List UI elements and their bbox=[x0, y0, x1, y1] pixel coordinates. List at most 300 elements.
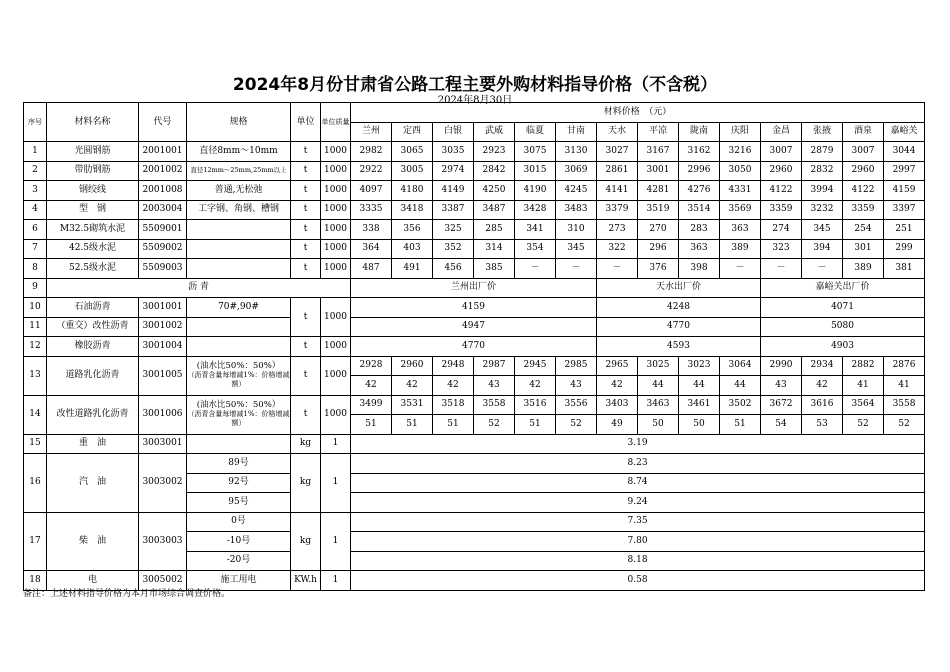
price-cell: 3558 bbox=[474, 395, 515, 415]
header-city: 酒泉 bbox=[843, 122, 884, 142]
price-cell: 2996 bbox=[679, 161, 720, 181]
row-unit: t bbox=[291, 239, 321, 259]
header-unit: 单位 bbox=[291, 103, 321, 142]
price-cell: 389 bbox=[843, 259, 884, 279]
row-unit: t bbox=[291, 181, 321, 201]
row-spec: 施工用电 bbox=[187, 571, 291, 591]
price-cell: 4947 bbox=[351, 317, 597, 337]
row-spec bbox=[187, 239, 291, 259]
spec-note: （沥青含量每增减1%：价格增减额） bbox=[187, 371, 290, 388]
table-row bbox=[24, 356, 925, 376]
row-seq: 14 bbox=[24, 395, 47, 434]
row-spec: 工字钢、角钢、槽钢 bbox=[187, 200, 291, 220]
header-city: 平凉 bbox=[638, 122, 679, 142]
header-price-group: 材料价格 （元） bbox=[351, 103, 925, 123]
price-cell: 3064 bbox=[720, 356, 761, 376]
row-spec bbox=[187, 395, 291, 434]
delta-cell: 49 bbox=[597, 415, 638, 435]
row-qty: 1 bbox=[321, 571, 351, 591]
table-row bbox=[24, 200, 925, 220]
price-cell: 3216 bbox=[720, 142, 761, 162]
table-row bbox=[24, 161, 925, 181]
price-cell: 363 bbox=[679, 239, 720, 259]
price-cell: 3069 bbox=[556, 161, 597, 181]
price-cell: 3050 bbox=[720, 161, 761, 181]
price-cell: 2965 bbox=[597, 356, 638, 376]
row-unit: kg bbox=[291, 454, 321, 513]
row-seq: 10 bbox=[24, 298, 47, 318]
header-city: 兰州 bbox=[351, 122, 392, 142]
table-row bbox=[24, 337, 925, 357]
delta-cell: 52 bbox=[884, 415, 925, 435]
row-name: （重交）改性沥青 bbox=[47, 317, 139, 337]
price-cell: － bbox=[761, 259, 802, 279]
price-cell: 3359 bbox=[761, 200, 802, 220]
price-cell: 8.74 bbox=[351, 473, 925, 493]
price-cell: 270 bbox=[638, 220, 679, 240]
row-code: 5509001 bbox=[139, 220, 187, 240]
delta-cell: 51 bbox=[720, 415, 761, 435]
row-seq: 1 bbox=[24, 142, 47, 162]
price-cell: 4245 bbox=[556, 181, 597, 201]
price-cell: 3035 bbox=[433, 142, 474, 162]
price-cell: 3556 bbox=[556, 395, 597, 415]
delta-cell: 54 bbox=[761, 415, 802, 435]
row-code: 3001005 bbox=[139, 356, 187, 395]
row-spec: 直径12mm～25mm,25mm以上 bbox=[187, 161, 291, 181]
price-cell: 364 bbox=[351, 239, 392, 259]
price-cell: 3065 bbox=[392, 142, 433, 162]
price-cell: － bbox=[597, 259, 638, 279]
row-seq: 12 bbox=[24, 337, 47, 357]
price-cell: 2876 bbox=[884, 356, 925, 376]
price-cell: 338 bbox=[351, 220, 392, 240]
delta-cell: 51 bbox=[392, 415, 433, 435]
delta-cell: 41 bbox=[884, 376, 925, 396]
price-cell: － bbox=[556, 259, 597, 279]
table-row bbox=[24, 181, 925, 201]
row-qty: 1000 bbox=[321, 220, 351, 240]
delta-cell: 43 bbox=[474, 376, 515, 396]
price-cell: 251 bbox=[884, 220, 925, 240]
row-name: 道路乳化沥青 bbox=[47, 356, 139, 395]
price-cell: 4190 bbox=[515, 181, 556, 201]
price-cell: 2882 bbox=[843, 356, 884, 376]
row-qty: 1000 bbox=[321, 395, 351, 434]
row-name: 改性道路乳化沥青 bbox=[47, 395, 139, 434]
price-cell: 3502 bbox=[720, 395, 761, 415]
price-cell: 2960 bbox=[843, 161, 884, 181]
price-cell: 4071 bbox=[761, 298, 925, 318]
row-seq: 11 bbox=[24, 317, 47, 337]
row-name: 42.5级水泥 bbox=[47, 239, 139, 259]
price-group-label: 嘉峪关出厂价 bbox=[761, 278, 925, 298]
price-cell: 3514 bbox=[679, 200, 720, 220]
price-cell: 456 bbox=[433, 259, 474, 279]
price-cell: 389 bbox=[720, 239, 761, 259]
price-cell: 285 bbox=[474, 220, 515, 240]
row-unit: KW.h bbox=[291, 571, 321, 591]
row-spec bbox=[187, 356, 291, 395]
price-cell: 2960 bbox=[392, 356, 433, 376]
price-cell: 4276 bbox=[679, 181, 720, 201]
delta-cell: 52 bbox=[843, 415, 884, 435]
price-cell: 2945 bbox=[515, 356, 556, 376]
row-name: 橡胶沥青 bbox=[47, 337, 139, 357]
price-cell: 8.23 bbox=[351, 454, 925, 474]
price-cell: 4281 bbox=[638, 181, 679, 201]
row-unit: kg bbox=[291, 434, 321, 454]
price-group-label: 兰州出厂价 bbox=[351, 278, 597, 298]
row-code: 2003004 bbox=[139, 200, 187, 220]
price-cell: 3007 bbox=[761, 142, 802, 162]
price-cell: 398 bbox=[679, 259, 720, 279]
price-cell: 3516 bbox=[515, 395, 556, 415]
price-cell: 4159 bbox=[351, 298, 597, 318]
price-cell: 4770 bbox=[597, 317, 761, 337]
row-name: 汽 油 bbox=[47, 454, 139, 513]
row-code: 3005002 bbox=[139, 571, 187, 591]
row-spec bbox=[187, 220, 291, 240]
row-qty: 1000 bbox=[321, 181, 351, 201]
price-cell: 4097 bbox=[351, 181, 392, 201]
delta-cell: 43 bbox=[556, 376, 597, 396]
row-qty: 1000 bbox=[321, 337, 351, 357]
row-spec: 直径8mm～10mm bbox=[187, 142, 291, 162]
price-cell: 3015 bbox=[515, 161, 556, 181]
price-cell: 3428 bbox=[515, 200, 556, 220]
price-cell: － bbox=[802, 259, 843, 279]
section-label: 沥 青 bbox=[47, 278, 351, 298]
price-cell: 2982 bbox=[351, 142, 392, 162]
price-cell: 322 bbox=[597, 239, 638, 259]
header-seq: 序号 bbox=[24, 103, 47, 142]
delta-cell: 52 bbox=[556, 415, 597, 435]
table-row bbox=[24, 142, 925, 162]
spec-ratio: (油水比50%：50%） bbox=[196, 361, 281, 371]
row-qty: 1000 bbox=[321, 200, 351, 220]
footnote: 备注：上述材料指导价格为本月市场综合调查价格。 bbox=[23, 589, 231, 599]
price-cell: 2832 bbox=[802, 161, 843, 181]
price-cell: 2923 bbox=[474, 142, 515, 162]
table-row bbox=[24, 512, 925, 532]
price-cell: 4331 bbox=[720, 181, 761, 201]
price-cell: 356 bbox=[392, 220, 433, 240]
row-unit: t bbox=[291, 356, 321, 395]
header-spec: 规格 bbox=[187, 103, 291, 142]
price-cell: 4122 bbox=[761, 181, 802, 201]
price-cell: 9.24 bbox=[351, 493, 925, 513]
row-code: 5509002 bbox=[139, 239, 187, 259]
price-cell: 3397 bbox=[884, 200, 925, 220]
row-unit: kg bbox=[291, 512, 321, 571]
price-cell: 8.18 bbox=[351, 551, 925, 571]
row-code: 3003001 bbox=[139, 434, 187, 454]
row-name: 石油沥青 bbox=[47, 298, 139, 318]
price-cell: 3531 bbox=[392, 395, 433, 415]
header-name: 材料名称 bbox=[47, 103, 139, 142]
price-cell: 345 bbox=[802, 220, 843, 240]
price-cell: 283 bbox=[679, 220, 720, 240]
row-code: 3001002 bbox=[139, 317, 187, 337]
price-cell: 3387 bbox=[433, 200, 474, 220]
delta-cell: 52 bbox=[474, 415, 515, 435]
delta-cell: 44 bbox=[720, 376, 761, 396]
price-cell: 5080 bbox=[761, 317, 925, 337]
row-unit: t bbox=[291, 298, 321, 337]
price-cell: 3232 bbox=[802, 200, 843, 220]
row-seq: 16 bbox=[24, 454, 47, 513]
date-label: 2024年8月30日 bbox=[437, 95, 513, 106]
delta-cell: 42 bbox=[392, 376, 433, 396]
price-table bbox=[23, 102, 925, 591]
delta-cell: 50 bbox=[638, 415, 679, 435]
price-cell: 3379 bbox=[597, 200, 638, 220]
delta-cell: 42 bbox=[597, 376, 638, 396]
delta-cell: 44 bbox=[679, 376, 720, 396]
price-cell: － bbox=[720, 259, 761, 279]
row-spec: 89号 bbox=[187, 454, 291, 474]
row-name: 电 bbox=[47, 571, 139, 591]
row-unit: t bbox=[291, 161, 321, 181]
header-city: 庆阳 bbox=[720, 122, 761, 142]
price-cell: 3499 bbox=[351, 395, 392, 415]
price-cell: 3167 bbox=[638, 142, 679, 162]
price-cell: 4141 bbox=[597, 181, 638, 201]
row-spec: -10号 bbox=[187, 532, 291, 552]
price-cell: 2985 bbox=[556, 356, 597, 376]
price-cell: 2987 bbox=[474, 356, 515, 376]
price-cell: 363 bbox=[720, 220, 761, 240]
price-cell: 352 bbox=[433, 239, 474, 259]
price-cell: 345 bbox=[556, 239, 597, 259]
price-cell: 2928 bbox=[351, 356, 392, 376]
row-qty: 1 bbox=[321, 434, 351, 454]
row-name: 52.5级水泥 bbox=[47, 259, 139, 279]
row-spec: 0号 bbox=[187, 512, 291, 532]
row-seq: 13 bbox=[24, 356, 47, 395]
price-cell: 3007 bbox=[843, 142, 884, 162]
delta-cell: 44 bbox=[638, 376, 679, 396]
row-code: 2001008 bbox=[139, 181, 187, 201]
price-cell: 3672 bbox=[761, 395, 802, 415]
table-body bbox=[24, 103, 925, 591]
price-cell: 7.80 bbox=[351, 532, 925, 552]
table-row bbox=[24, 454, 925, 474]
row-spec bbox=[187, 337, 291, 357]
price-cell: 3558 bbox=[884, 395, 925, 415]
row-spec: 70#,90# bbox=[187, 298, 291, 318]
row-seq: 7 bbox=[24, 239, 47, 259]
table-row bbox=[24, 220, 925, 240]
price-cell: 254 bbox=[843, 220, 884, 240]
delta-cell: 50 bbox=[679, 415, 720, 435]
price-cell: 3483 bbox=[556, 200, 597, 220]
row-code: 2001002 bbox=[139, 161, 187, 181]
row-unit: t bbox=[291, 395, 321, 434]
row-qty: 1000 bbox=[321, 298, 351, 337]
row-name: 柴 油 bbox=[47, 512, 139, 571]
delta-cell: 51 bbox=[515, 415, 556, 435]
table-row bbox=[24, 278, 925, 298]
price-cell: 3519 bbox=[638, 200, 679, 220]
header-city: 张掖 bbox=[802, 122, 843, 142]
row-spec: 92号 bbox=[187, 473, 291, 493]
delta-cell: 41 bbox=[843, 376, 884, 396]
row-qty: 1 bbox=[321, 512, 351, 571]
price-cell: 394 bbox=[802, 239, 843, 259]
price-cell: 2879 bbox=[802, 142, 843, 162]
price-cell: 296 bbox=[638, 239, 679, 259]
price-cell: 3518 bbox=[433, 395, 474, 415]
header-city: 金昌 bbox=[761, 122, 802, 142]
row-spec bbox=[187, 434, 291, 454]
price-cell: 4248 bbox=[597, 298, 761, 318]
table-row bbox=[24, 103, 925, 123]
delta-cell: 53 bbox=[802, 415, 843, 435]
price-cell: 4770 bbox=[351, 337, 597, 357]
row-spec: -20号 bbox=[187, 551, 291, 571]
price-cell: 7.35 bbox=[351, 512, 925, 532]
header-city: 临夏 bbox=[515, 122, 556, 142]
price-cell: 354 bbox=[515, 239, 556, 259]
row-spec bbox=[187, 317, 291, 337]
row-code: 3001004 bbox=[139, 337, 187, 357]
price-cell: 2997 bbox=[884, 161, 925, 181]
price-cell: 403 bbox=[392, 239, 433, 259]
price-cell: 2934 bbox=[802, 356, 843, 376]
header-city: 嘉峪关 bbox=[884, 122, 925, 142]
row-seq: 3 bbox=[24, 181, 47, 201]
row-spec: 普通,无松弛 bbox=[187, 181, 291, 201]
price-cell: 3403 bbox=[597, 395, 638, 415]
price-cell: 4903 bbox=[761, 337, 925, 357]
table-row bbox=[24, 395, 925, 415]
price-cell: 3162 bbox=[679, 142, 720, 162]
row-code: 3003002 bbox=[139, 454, 187, 513]
price-cell: 381 bbox=[884, 259, 925, 279]
price-cell: 3487 bbox=[474, 200, 515, 220]
price-cell: 3463 bbox=[638, 395, 679, 415]
header-city: 武威 bbox=[474, 122, 515, 142]
header-code: 代号 bbox=[139, 103, 187, 142]
row-seq: 15 bbox=[24, 434, 47, 454]
price-cell: 325 bbox=[433, 220, 474, 240]
price-cell: 299 bbox=[884, 239, 925, 259]
price-cell: 301 bbox=[843, 239, 884, 259]
row-spec bbox=[187, 259, 291, 279]
delta-cell: 43 bbox=[761, 376, 802, 396]
price-cell: 3025 bbox=[638, 356, 679, 376]
price-cell: 323 bbox=[761, 239, 802, 259]
row-qty: 1000 bbox=[321, 239, 351, 259]
price-cell: 3616 bbox=[802, 395, 843, 415]
price-cell: 3044 bbox=[884, 142, 925, 162]
row-seq: 6 bbox=[24, 220, 47, 240]
spec-ratio: (油水比50%：50%） bbox=[196, 400, 281, 410]
table-row bbox=[24, 259, 925, 279]
spec-note: （沥青含量每增减1%：价格增减额） bbox=[187, 410, 290, 427]
row-code: 3003003 bbox=[139, 512, 187, 571]
delta-cell: 42 bbox=[802, 376, 843, 396]
price-cell: 2948 bbox=[433, 356, 474, 376]
row-name: 钢绞线 bbox=[47, 181, 139, 201]
price-cell: 3569 bbox=[720, 200, 761, 220]
price-cell: 2974 bbox=[433, 161, 474, 181]
price-cell: 0.58 bbox=[351, 571, 925, 591]
row-name: 带肋钢筋 bbox=[47, 161, 139, 181]
row-qty: 1000 bbox=[321, 161, 351, 181]
header-city: 甘南 bbox=[556, 122, 597, 142]
price-cell: 3994 bbox=[802, 181, 843, 201]
price-cell: 2960 bbox=[761, 161, 802, 181]
header-city: 白银 bbox=[433, 122, 474, 142]
price-cell: 3023 bbox=[679, 356, 720, 376]
row-seq: 4 bbox=[24, 200, 47, 220]
page-title: 2024年8月份甘肃省公路工程主要外购材料指导价格（不含税） bbox=[232, 75, 718, 95]
row-seq: 2 bbox=[24, 161, 47, 181]
row-code: 2001001 bbox=[139, 142, 187, 162]
row-name: 光圆钢筋 bbox=[47, 142, 139, 162]
price-cell: 273 bbox=[597, 220, 638, 240]
price-cell: 3461 bbox=[679, 395, 720, 415]
header-city: 陇南 bbox=[679, 122, 720, 142]
price-cell: 3001 bbox=[638, 161, 679, 181]
price-cell: 487 bbox=[351, 259, 392, 279]
price-cell: － bbox=[515, 259, 556, 279]
price-cell: 2922 bbox=[351, 161, 392, 181]
price-cell: 310 bbox=[556, 220, 597, 240]
price-cell: 2861 bbox=[597, 161, 638, 181]
row-qty: 1000 bbox=[321, 142, 351, 162]
row-unit: t bbox=[291, 337, 321, 357]
table-row bbox=[24, 434, 925, 454]
delta-cell: 51 bbox=[433, 415, 474, 435]
price-cell: 4593 bbox=[597, 337, 761, 357]
price-cell: 3075 bbox=[515, 142, 556, 162]
delta-cell: 42 bbox=[515, 376, 556, 396]
row-seq: 17 bbox=[24, 512, 47, 571]
price-group-label: 天水出厂价 bbox=[597, 278, 761, 298]
price-cell: 3359 bbox=[843, 200, 884, 220]
row-name: M32.5砌筑水泥 bbox=[47, 220, 139, 240]
row-code: 3001006 bbox=[139, 395, 187, 434]
row-seq: 8 bbox=[24, 259, 47, 279]
price-cell: 385 bbox=[474, 259, 515, 279]
row-name: 重 油 bbox=[47, 434, 139, 454]
header-qty: 单位质量 bbox=[321, 103, 351, 142]
table-row bbox=[24, 298, 925, 318]
row-unit: t bbox=[291, 259, 321, 279]
row-code: 3001001 bbox=[139, 298, 187, 318]
delta-cell: 42 bbox=[351, 376, 392, 396]
row-qty: 1000 bbox=[321, 356, 351, 395]
price-cell: 314 bbox=[474, 239, 515, 259]
price-cell: 3418 bbox=[392, 200, 433, 220]
price-cell: 274 bbox=[761, 220, 802, 240]
price-cell: 4122 bbox=[843, 181, 884, 201]
row-unit: t bbox=[291, 220, 321, 240]
price-cell: 2990 bbox=[761, 356, 802, 376]
delta-cell: 42 bbox=[433, 376, 474, 396]
price-cell: 4250 bbox=[474, 181, 515, 201]
row-code: 5509003 bbox=[139, 259, 187, 279]
price-cell: 341 bbox=[515, 220, 556, 240]
delta-cell: 51 bbox=[351, 415, 392, 435]
price-cell: 4180 bbox=[392, 181, 433, 201]
header-city: 天水 bbox=[597, 122, 638, 142]
row-unit: t bbox=[291, 200, 321, 220]
